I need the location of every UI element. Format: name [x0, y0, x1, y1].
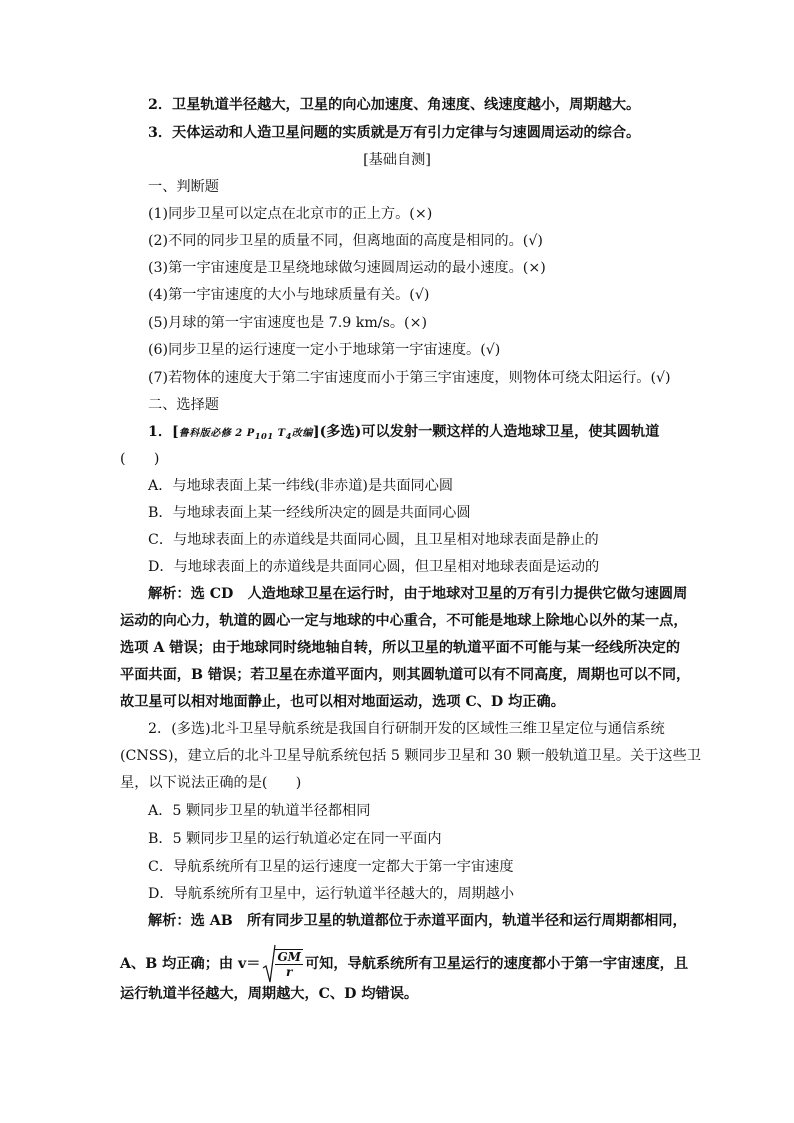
answer-2-prefix: A、B 均正确；由 v＝ [120, 956, 261, 972]
judgment-4: (4)第一宇宙速度的大小与地球质量有关。(√) [148, 287, 430, 303]
question-1-blank: ( ) [120, 451, 160, 467]
judgment-2: (2)不同的同步卫星的质量不同，但离地面的高度是相同的。(√) [148, 233, 543, 249]
answer-1-line-2: 运动的向心力，轨道的圆心一定与地球的中心重合，不可能是地球上除地心以外的某一点， [120, 613, 688, 629]
question-2-option-a: A．5 颗同步卫星的轨道半径都相同 [148, 803, 371, 819]
question-2-line-1: 2．(多选)北斗卫星导航系统是我国自行研制开发的区域性三维卫星定位与通信系统 [148, 721, 665, 737]
question-1-option-c: C．与地球表面上的赤道线是共面同心圆，且卫星相对地球表面是静止的 [148, 532, 599, 548]
fraction-denominator: r [286, 965, 293, 979]
judgment-5: (5)月球的第一宇宙速度也是 7.9 km/s。(×) [148, 315, 427, 331]
judgment-7: (7)若物体的速度大于第二宇宙速度而小于第三宇宙速度，则物体可绕太阳运行。(√) [148, 370, 671, 386]
fraction-numerator: GM [277, 950, 301, 964]
heading-true-false: 一、判断题 [148, 179, 219, 195]
point-2: 2．卫星轨道半径越大，卫星的向心加速度、角速度、线速度越小，周期越大。 [148, 97, 641, 113]
section-heading: [基础自测] [363, 152, 431, 168]
question-1-option-a: A．与地球表面上某一纬线(非赤道)是共面同心圆 [148, 478, 454, 494]
answer-2-line-3: 运行轨道半径越大，周期越大，C、D 均错误。 [120, 986, 419, 1002]
judgment-6: (6)同步卫星的运行速度一定小于地球第一宇宙速度。(√) [148, 342, 501, 358]
judgment-3: (3)第一宇宙速度是卫星绕地球做匀速圆周运动的最小速度。(×) [148, 260, 546, 276]
question-2-option-c: C．导航系统所有卫星的运行速度一定都大于第一宇宙速度 [148, 859, 514, 875]
q1-text: ](多选)可以发射一颗这样的人造地球卫星，使其圆轨道 [312, 424, 660, 440]
q1-prefix: 1．[ [148, 424, 179, 440]
question-1-option-b: B．与地球表面上某一经线所决定的圆是共面同心圆 [148, 505, 471, 521]
answer-1-line-5: 故卫星可以相对地面静止，也可以相对地面运动，选项 C、D 均正确。 [120, 694, 565, 710]
answer-1-line-3: 选项 A 错误；由于地球同时绕地轴自转，所以卫星的轨道平面不可能与某一经线所决定的 [120, 640, 681, 656]
question-1-stem [148, 422, 659, 446]
question-2-option-d: D．导航系统所有卫星中，运行轨道半径越大的，周期越小 [148, 886, 515, 902]
answer-2-line-1: 解析：选 AB 所有同步卫星的轨道都位于赤道平面内，轨道半径和运行周期都相同， [148, 913, 687, 929]
q1-source: 鲁科版必修 2 $P_{101}$ $T_4$改编 [178, 428, 313, 441]
question-2-option-b: B．5 颗同步卫星的运行轨道必定在同一平面内 [148, 831, 442, 847]
answer-1-line-4: 平面共面，B 错误；若卫星在赤道平面内，则其圆轨道可以有不同高度，周期也可以不同， [120, 667, 691, 683]
sqrt-sign-icon [262, 944, 276, 984]
sqrt-formula [262, 944, 303, 984]
question-1-option-d: D．与地球表面上的赤道线是共面同心圆，但卫星相对地球表面是运动的 [148, 559, 600, 575]
answer-2-suffix: 可知，导航系统所有卫星运行的速度都小于第一宇宙速度，且 [304, 956, 689, 972]
answer-1-line-1: 解析：选 CD 人造地球卫星在运行时，由于地球对卫星的万有引力提供它做匀速圆周 [148, 586, 688, 602]
question-2-line-2: (CNSS)，建立后的北斗卫星导航系统包括 5 颗同步卫星和 30 颗一般轨道卫星。关于这些卫 [120, 748, 702, 764]
judgment-1: (1)同步卫星可以定点在北京市的正上方。(×) [148, 206, 433, 222]
heading-multiple-choice: 二、选择题 [148, 397, 219, 413]
point-3: 3．天体运动和人造卫星问题的实质就是万有引力定律与匀速圆周运动的综合。 [148, 125, 641, 141]
answer-2-line-2 [120, 944, 688, 984]
question-2-line-3: 星，以下说法正确的是( ) [120, 775, 302, 791]
